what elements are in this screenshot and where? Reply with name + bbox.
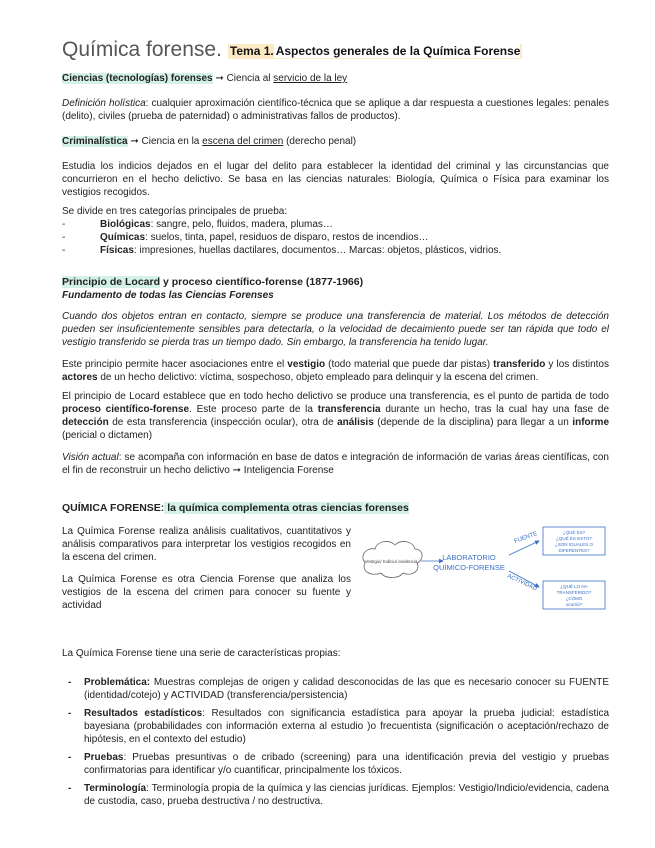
servicio-ley-link: servicio de la ley [273,73,348,84]
list-item [62,244,609,257]
list-item [62,676,609,702]
transferido-term: transferido [493,359,546,370]
text-run: y los distintos [545,359,609,370]
locard-paragraph-2 [62,390,609,442]
actores-term: actores [62,372,98,383]
bullet-dash: - [68,708,72,719]
criminalistica-term: Criminalística [62,136,128,147]
ciencias-forenses-desc: Ciencia al [226,73,274,84]
cloud-label: Vestigio/ Indicio/ evidencia [364,559,418,564]
categoria-term: Biológicas [100,219,151,230]
text-run: durante un hecho, tras la cual hay una fase de [380,404,610,415]
qf-paragraph-2: La Química Forense es otra Ciencia Forense que analiza los vestigios de la escena del crimen para conocer su fuente y actividad [62,574,351,611]
caracteristica-term: Terminología [84,783,147,794]
qf-title-hl: la química complementa otras ciencias forenses [164,502,409,514]
text-run: de esta transferencia (inspección ocular), otra de [108,417,338,428]
categoria-term: Químicas [100,232,146,243]
locard-heading [62,275,609,289]
bullet-dash: - [62,245,66,256]
categoria-term: Físicas [100,245,134,256]
actividad-box-line: ¿QUÉ LO HA [560,584,588,589]
lab-label-line1: LABORATORIO [442,553,496,562]
text-run: de un hecho delictivo: víctima, sospechoso, objeto empleado para delinquir y la escena del crimen. [97,372,539,383]
text-run: (todo material que puede dar pistas) [325,359,494,370]
locard-title-rest: y proceso científico-forense (1877-1966) [160,276,364,288]
tema-heading [228,44,523,59]
text-run: El principio de Locard establece que en todo hecho delictivo se produce una transferencia, es el punto de partida de todo [62,391,609,402]
categoria-text: : suelos, tinta, papel, residuos de disparo, restos de incendios… [145,232,429,243]
qf-title-pre: QUÍMICA FORENSE: [62,502,165,514]
escena-crimen-link: escena del crimen [202,136,284,147]
bullet-dash: - [62,219,66,230]
caracteristica-text: : Pruebas presuntivas o de cribado (screening) para una identificación previa del vestigio y pruebas confirmatorias para identificar y/o cuantificar, principalmente los tóxicos. [84,752,609,776]
caracteristica-text: : Resultados con significancia estadística para apoyar la prueba judicial: estadística bayesiana (probabilidades con información externa al estudio )o frecuentista (significación o aceptación/rechazo de hipótesis, en el contexto del estudio) [84,708,610,745]
vision-text: : se acompaña con información en base de datos e integración de información de varias áreas científicas, con el fin de reconstruir un hecho delictivo ➞ Inteligencia Forense [62,452,609,476]
lab-label-line2: QUÍMICO-FORENSE [433,563,505,572]
arrow-icon: ➞ [130,136,139,147]
fuente-box-line: DIFERENTES? [558,548,590,553]
deteccion-term: detección [62,417,109,428]
text-run: Este principio permite hacer asociaciones entre el [62,359,288,370]
fuente-arrow [509,541,539,555]
actividad-box-line: TRANSFERIDO? [556,590,592,595]
definicion-label: Definición holística [62,98,146,109]
bullet-dash: - [62,232,66,243]
ciencias-forenses-term: Ciencias (tecnologías) forenses [62,73,213,84]
divide-paragraph: Se divide en tres categorías principales de prueba: [62,206,288,217]
locard-term: Principio de Locard [62,276,161,288]
list-item [62,782,609,808]
informe-term: informe [572,417,610,428]
proceso-term: proceso científico-forense [62,404,190,415]
ciencias-forenses-line [62,72,609,85]
qf-paragraph-3: La Química Forense tiene una serie de características propias: [62,648,341,659]
actividad-box-line: ocurrió? [565,602,583,607]
criminalistica-desc-post: (derecho penal) [283,136,357,147]
text-run: (depende de la disciplina) para llegar a un [373,417,573,428]
main-title: Química forense. [62,38,222,61]
caracteristica-term: Problemática: [84,677,151,688]
definicion-text: : cualquier aproximación científico-técnica que se aplique a dar respuesta a cuestiones legales: penales (delito), civiles (prueba de paternidad) o administrativas fallos de productos). [62,98,609,122]
criminalistica-line [62,135,609,148]
title-row [62,38,609,62]
caracteristica-term: Pruebas [84,752,124,763]
categoria-text: : impresiones, huellas dactilares, documentos… Marcas: objetos, plásticos, vidrios. [133,245,502,256]
fuente-box-line: ¿QUÉ ES? [562,530,586,535]
arrow-icon: ➞ [215,73,224,84]
definicion-holistica [62,97,609,123]
tema-label: Tema 1. [229,44,274,58]
actividad-label: ACTIVIDAD [506,573,538,593]
qf-heading [62,501,609,515]
bullet-dash: - [68,752,72,763]
qf-paragraph-1: La Química Forense realiza análisis cualitativos, cuantitativos y análisis comparativos para interpretar los vestigios recogidos en la escena del crimen. [62,526,351,563]
categorias-list [62,218,609,257]
text-run: . Este proceso parte de la [189,404,318,415]
qf-two-column [62,525,609,635]
indicios-paragraph: Estudia los indicios dejados en el lugar del delito para establecer la identidad del criminal y las circunstancias que concurrieron en el hecho delictivo. Se basa en las ciencias naturales: Biología, Química o Física para examinar los vestigios recogidos. [62,161,609,198]
tema-title: Aspectos generales de la Química Forense [275,44,521,58]
list-item [62,707,609,746]
list-item [62,751,609,777]
vestigio-term: vestigio [287,359,326,370]
analisis-term: análisis [337,417,374,428]
caracteristica-term: Resultados estadísticos [84,708,203,719]
caracteristicas-list [62,676,609,808]
text-run: (pericial o dictamen) [62,430,153,441]
actividad-box-line: ¿CÓMO [565,596,583,601]
transferencia-term: transferencia [317,404,381,415]
bullet-dash: - [68,783,72,794]
categoria-text: : sangre, pelo, fluidos, madera, plumas… [150,219,333,230]
bullet-dash: - [68,677,72,688]
fuente-box-line: ¿QUÉ ES ESTO? [556,536,592,541]
lab-diagram [359,525,609,635]
criminalistica-desc: Ciencia en la [141,136,203,147]
caracteristica-text: Muestras complejas de origen y calidad desconocidas de las que es necesario conocer su FUENTE (identidad/cotejo) y ACTIVIDAD (transferencia/persistencia) [84,677,609,701]
fuente-label: FUENTE [513,531,539,545]
vision-actual [62,451,609,477]
list-item [62,231,609,244]
caracteristica-text: : Terminología propia de la química y las ciencias jurídicas. Ejemplos: Vestigio/Indicio/evidencia, cadena de custodia, caso, prueba destructiva / no destructiva. [84,783,609,807]
qf-left-column [62,525,351,635]
vision-label: Visión actual [62,452,119,463]
fuente-box-line: ¿SON IGUALES O [554,542,594,547]
locard-quote: Cuando dos objetos entran en contacto, siempre se produce una transferencia de material. Los métodos de detección pueden ser insuficientemente sensibles para detectarla, o la velocidad de decaimiento puede ser tan rápida que todo el vestigio transferido se pierda tras un tiempo dado. Sin embargo, la transferencia ha tenido lugar. [62,311,609,348]
list-item [62,218,609,231]
locard-paragraph-1 [62,358,609,384]
locard-subtitle: Fundamento de todas las Ciencias Forenses [62,290,274,301]
lab-diagram-svg [359,525,609,635]
